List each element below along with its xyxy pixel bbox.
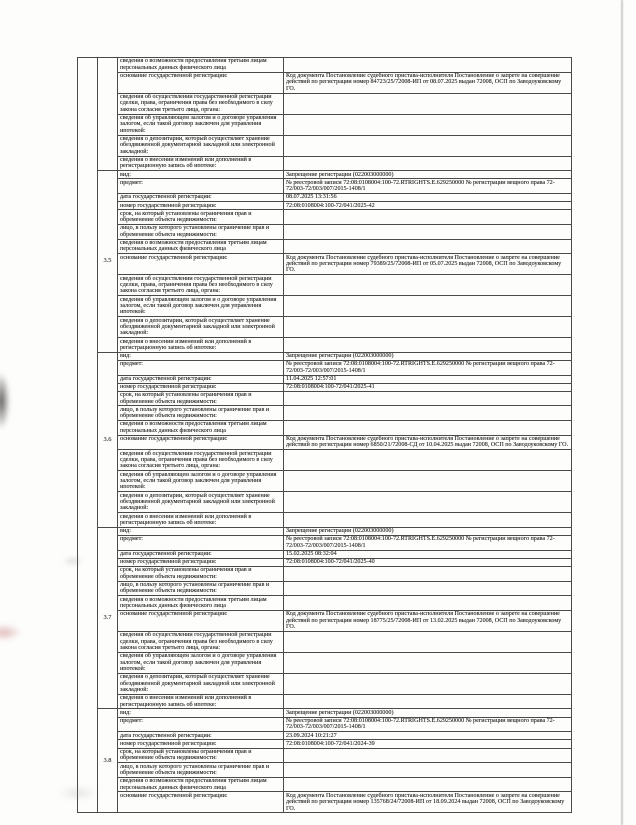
row-label: номер государственной регистрации: — [118, 740, 284, 748]
row-label: сведения о депозитарии, который осуществляет хранение обездвиженной документарной закладной или электронной закладной: — [118, 317, 284, 338]
table-row — [78, 550, 572, 558]
row-value: 72:08:0108004:100-72/041/2025-42 — [284, 202, 572, 210]
row-label: номер государственной регистрации: — [118, 558, 284, 566]
row-value — [284, 471, 572, 492]
table-row — [78, 210, 572, 225]
row-label: сведения об управляющем залогом и о договоре управления залогом, если такой договор заключен для управления ипотекой: — [118, 652, 284, 673]
row-label: основание государственной регистрации: — [118, 610, 284, 631]
row-label: сведения о возможности предоставления третьим лицам персональных данных физического лица — [118, 777, 284, 792]
row-value: 72:08:0108004:100-72/041/2025-40 — [284, 558, 572, 566]
row-label: сведения о возможности предоставления третьим лицам персональных данных физического лица — [118, 58, 284, 73]
row-value — [284, 673, 572, 694]
table-row — [78, 179, 572, 194]
row-label: вид: — [118, 352, 284, 360]
row-label: лицо, в пользу которого установлены ограничение прав и обременение объекта недвижимости: — [118, 406, 284, 421]
row-label: основание государственной регистрации: — [118, 72, 284, 93]
row-value: Код документа Постановление судебного пристава-исполнителя Постановление о запрете на совершение действий по регистрации номер 18775/25/72008-ИП от 13.02.2025 выдан 72008, ОСП по Заводоуковскому ГО. — [284, 610, 572, 631]
row-value — [284, 296, 572, 317]
row-value — [284, 513, 572, 528]
row-value — [284, 567, 572, 582]
row-label: основание государственной регистрации: — [118, 254, 284, 275]
table-row — [78, 193, 572, 201]
row-value — [284, 596, 572, 611]
scan-smudge-faint — [58, 786, 98, 800]
table-row — [78, 536, 572, 551]
row-label: сведения об управляющем залогом и о договоре управления залогом, если такой договор заключен для управления ипотекой: — [118, 296, 284, 317]
row-label: предмет: — [118, 179, 284, 194]
row-label: сведения о возможности предоставления третьим лицам персональных данных физического лица — [118, 421, 284, 436]
row-label: срок, на который установлены ограничения прав и обременение объекта недвижимости: — [118, 567, 284, 582]
table-row — [78, 391, 572, 406]
row-value — [284, 338, 572, 353]
row-label: вид: — [118, 709, 284, 717]
table-row — [78, 777, 572, 792]
section-number-cell — [98, 58, 118, 171]
row-label: сведения о внесении изменений или дополнений в регистрационную запись об ипотеке: — [118, 338, 284, 353]
row-value — [284, 450, 572, 471]
row-label: предмет: — [118, 536, 284, 551]
table-row — [78, 224, 572, 239]
row-value: № реестровой записи 72:08:0108004:100-72.RTRIGHTS.E.629250000 № регистрации вещного права 72-72/003-72/003/007/2015-1408/1 — [284, 179, 572, 194]
row-label: основание государственной регистрации: — [118, 435, 284, 450]
row-label: срок, на который установлены ограничения прав и обременение объекта недвижимости: — [118, 391, 284, 406]
row-value: Запрещение регистрации (022003000000) — [284, 709, 572, 717]
table-row — [78, 740, 572, 748]
table-row — [78, 748, 572, 763]
row-value — [284, 275, 572, 296]
row-value — [284, 93, 572, 114]
table-row — [78, 763, 572, 778]
table-row — [78, 296, 572, 317]
table-row — [78, 375, 572, 383]
row-label: лицо, в пользу которого установлены ограничение прав и обременение объекта недвижимости: — [118, 763, 284, 778]
row-value — [284, 58, 572, 73]
row-value: № реестровой записи 72:08:0108004:100-72.RTRIGHTS.E.629250000 № регистрации вещного права 72-72/003-72/003/007/2015-1408/1 — [284, 360, 572, 375]
row-value: 23.09.2024 10:21:27 — [284, 732, 572, 740]
row-value — [284, 777, 572, 792]
row-label: срок, на который установлены ограничения прав и обременение объекта недвижимости: — [118, 210, 284, 225]
row-value: 72:08:0108004:100-72/041/2024-39 — [284, 740, 572, 748]
table-row — [78, 471, 572, 492]
row-label: дата государственной регистрации: — [118, 193, 284, 201]
row-label: сведения о депозитарии, который осуществляет хранение обездвиженной документарной закладной или электронной закладной: — [118, 673, 284, 694]
table-row — [78, 135, 572, 156]
row-value — [284, 391, 572, 406]
table-row — [78, 527, 572, 535]
row-value: Код документа Постановление судебного пристава-исполнителя Постановление о запрете на совершение действий по регистрации номер 6850/21/72008-СД от 10.04.2025 выдан 72008, ОСП по Заводоуковскому ГО. — [284, 435, 572, 450]
scan-smudge-dark — [0, 372, 10, 430]
row-label: вид: — [118, 527, 284, 535]
table-row — [78, 567, 572, 582]
table-row — [78, 709, 572, 717]
table-row — [78, 792, 572, 813]
row-label: сведения об осуществлении государственной регистрации сделки, права, ограничения права без необходимого в силу закона согласия третьего лица, органа: — [118, 275, 284, 296]
row-value: 11.04.2025 12:57:01 — [284, 375, 572, 383]
gutter-column — [78, 58, 98, 813]
table-row — [78, 652, 572, 673]
row-label: вид: — [118, 171, 284, 179]
row-label: сведения о внесении изменений или дополнений в регистрационную запись об ипотеке: — [118, 513, 284, 528]
row-label: срок, на который установлены ограничения прав и обременение объекта недвижимости: — [118, 748, 284, 763]
row-value: Запрещение регистрации (022003000000) — [284, 352, 572, 360]
row-label: дата государственной регистрации: — [118, 732, 284, 740]
row-value — [284, 210, 572, 225]
table-row — [78, 421, 572, 436]
row-label: номер государственной регистрации: — [118, 202, 284, 210]
row-label: сведения об осуществлении государственной регистрации сделки, права, ограничения права без необходимого в силу закона согласия третьего лица, органа: — [118, 450, 284, 471]
row-value: 72:08:0108004:100-72/041/2025-41 — [284, 383, 572, 391]
row-label: сведения о возможности предоставления третьим лицам персональных данных физического лица — [118, 596, 284, 611]
row-label: дата государственной регистрации: — [118, 550, 284, 558]
row-label: лицо, в пользу которого установлены ограничение прав и обременение объекта недвижимости: — [118, 224, 284, 239]
table-row — [78, 610, 572, 631]
row-label: предмет: — [118, 717, 284, 732]
table-row — [78, 492, 572, 513]
table-row — [78, 72, 572, 93]
row-label: сведения об управляющем залогом и о договоре управления залогом, если такой договор заключен для управления ипотекой: — [118, 471, 284, 492]
row-label: сведения о депозитарии, который осуществляет хранение обездвиженной документарной закладной или электронной закладной: — [118, 135, 284, 156]
table-row — [78, 352, 572, 360]
scan-smudge-pink — [0, 624, 22, 641]
row-value: № реестровой записи 72:08:0108004:100-72.RTRIGHTS.E.629250000 № регистрации вещного права 72-72/003-72/003/007/2015-1408/1 — [284, 717, 572, 732]
row-value — [284, 317, 572, 338]
row-label: предмет: — [118, 360, 284, 375]
row-value — [284, 239, 572, 254]
row-value — [284, 694, 572, 709]
row-value: Код документа Постановление судебного пристава-исполнителя Постановление о запрете на совершение действий по регистрации номер 79389/25/72008-ИП от 05.07.2025 выдан 72008, ОСП по Заводоуковскому ГО. — [284, 254, 572, 275]
row-value: 15.02.2025 08:32:04 — [284, 550, 572, 558]
row-value: 08.07.2025 13:31:56 — [284, 193, 572, 201]
row-value: Запрещение регистрации (022003000000) — [284, 171, 572, 179]
table-row — [78, 450, 572, 471]
table-row — [78, 406, 572, 421]
page-edge-shadow — [621, 0, 623, 825]
row-label: лицо, в пользу которого установлены ограничение прав и обременение объекта недвижимости: — [118, 581, 284, 596]
table-row — [78, 694, 572, 709]
row-value — [284, 135, 572, 156]
row-value: Запрещение регистрации (022003000000) — [284, 527, 572, 535]
section-number-cell: 3.8 — [98, 709, 118, 813]
table-row — [78, 631, 572, 652]
row-value — [284, 631, 572, 652]
row-value — [284, 652, 572, 673]
scan-smudge-faint — [62, 556, 84, 566]
table-row — [78, 156, 572, 171]
row-value: Код документа Постановление судебного пристава-исполнителя Постановление о запрете на совершение действий по регистрации номер 135768/24/72008-ИП от 18.09.2024 выдан 72008, ОСП по Заводоуковскому ГО. — [284, 792, 572, 813]
row-label: сведения об осуществлении государственной регистрации сделки, права, ограничения права без необходимого в силу закона согласия третьего лица, органа: — [118, 631, 284, 652]
table-row — [78, 202, 572, 210]
table-row — [78, 732, 572, 740]
row-label: номер государственной регистрации: — [118, 383, 284, 391]
table-row — [78, 717, 572, 732]
row-value: Код документа Постановление судебного пристава-исполнителя Постановление о запрете на совершение действий по регистрации номер 84723/25/72008-ИП от 08.07.2025 выдан 72008, ОСП по Заводоуковскому ГО. — [284, 72, 572, 93]
row-value — [284, 581, 572, 596]
table-row — [78, 171, 572, 179]
table-row — [78, 383, 572, 391]
table-row — [78, 317, 572, 338]
row-value — [284, 421, 572, 436]
table-row — [78, 360, 572, 375]
row-label: основание государственной регистрации: — [118, 792, 284, 813]
table-row — [78, 558, 572, 566]
section-number-cell: 3.7 — [98, 527, 118, 709]
table-row — [78, 254, 572, 275]
table-row — [78, 93, 572, 114]
row-value — [284, 763, 572, 778]
section-number-cell: 3.5 — [98, 171, 118, 353]
row-value — [284, 156, 572, 171]
table-row — [78, 58, 572, 73]
row-value — [284, 114, 572, 135]
table-row — [78, 114, 572, 135]
registration-restrictions-table — [77, 57, 572, 813]
row-label: сведения об осуществлении государственной регистрации сделки, права, ограничения права без необходимого в силу закона согласия третьего лица, органа: — [118, 93, 284, 114]
row-label: дата государственной регистрации: — [118, 375, 284, 383]
row-label: сведения о внесении изменений или дополнений в регистрационную запись об ипотеке: — [118, 156, 284, 171]
row-label: сведения об управляющем залогом и о договоре управления залогом, если такой договор заключен для управления ипотекой: — [118, 114, 284, 135]
table-row — [78, 275, 572, 296]
row-label: сведения о возможности предоставления третьим лицам персональных данных физического лица — [118, 239, 284, 254]
table-row — [78, 338, 572, 353]
row-value — [284, 224, 572, 239]
row-label: сведения о внесении изменений или дополнений в регистрационную запись об ипотеке: — [118, 694, 284, 709]
row-value — [284, 492, 572, 513]
row-value — [284, 748, 572, 763]
table-row — [78, 581, 572, 596]
table-row — [78, 596, 572, 611]
table-row — [78, 435, 572, 450]
row-value — [284, 406, 572, 421]
table-row — [78, 513, 572, 528]
row-value: № реестровой записи 72:08:0108004:100-72.RTRIGHTS.E.629250000 № регистрации вещного права 72-72/003-72/003/007/2015-1408/1 — [284, 536, 572, 551]
section-number-cell: 3.6 — [98, 352, 118, 527]
table-row — [78, 239, 572, 254]
table-row — [78, 673, 572, 694]
row-label: сведения о депозитарии, который осуществляет хранение обездвиженной документарной закладной или электронной закладной: — [118, 492, 284, 513]
